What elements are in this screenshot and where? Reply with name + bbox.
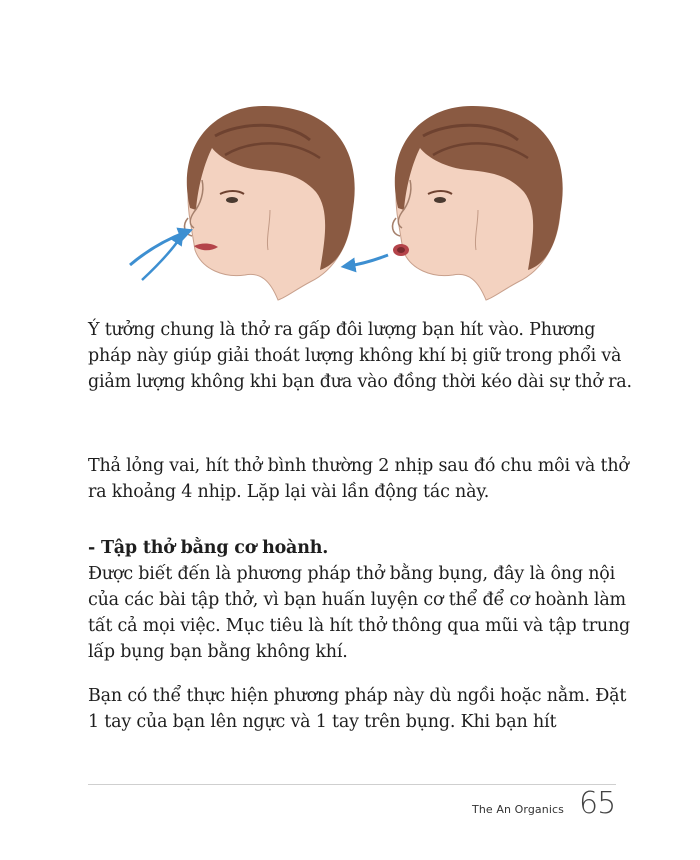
footer-brand: The An Organics (472, 803, 564, 816)
section-heading: - Tập thở bằng cơ hoành. (88, 538, 329, 558)
breathing-illustration (120, 100, 590, 305)
paragraph-practice: Bạn có thể thực hiện phương pháp này dù ngồi hoặc nằm. Đặt 1 tay của bạn lên ngực và 1 tay trên bụng. Khi bạn hít (88, 686, 627, 732)
page-number: 65 (579, 786, 616, 821)
paragraph-intro: Ý tưởng chung là thở ra gấp đôi lượng bạn hít vào. Phương pháp này giúp giải thoát lượng không khí bị giữ trong phổi và giảm lượng không khi bạn đưa vào đồng thời kéo dài sự thở ra. (88, 320, 632, 392)
paragraph-instruction: Thả lỏng vai, hít thở bình thường 2 nhịp sau đó chu môi và thở ra khoảng 4 nhịp. Lặp lại vài lần động tác này. (88, 456, 629, 502)
paragraph-diaphragm: Được biết đến là phương pháp thở bằng bụng, đây là ông nội của các bài tập thở, vì bạn huấn luyện cơ thể để cơ hoành làm tất cả mọi việc. Mục tiêu là hít thở thông qua mũi và tập trung lấp bụng bạn bằng không khí. (88, 564, 631, 662)
footer-divider (88, 784, 616, 785)
face-inhale (130, 106, 355, 300)
face-exhale (348, 106, 563, 300)
